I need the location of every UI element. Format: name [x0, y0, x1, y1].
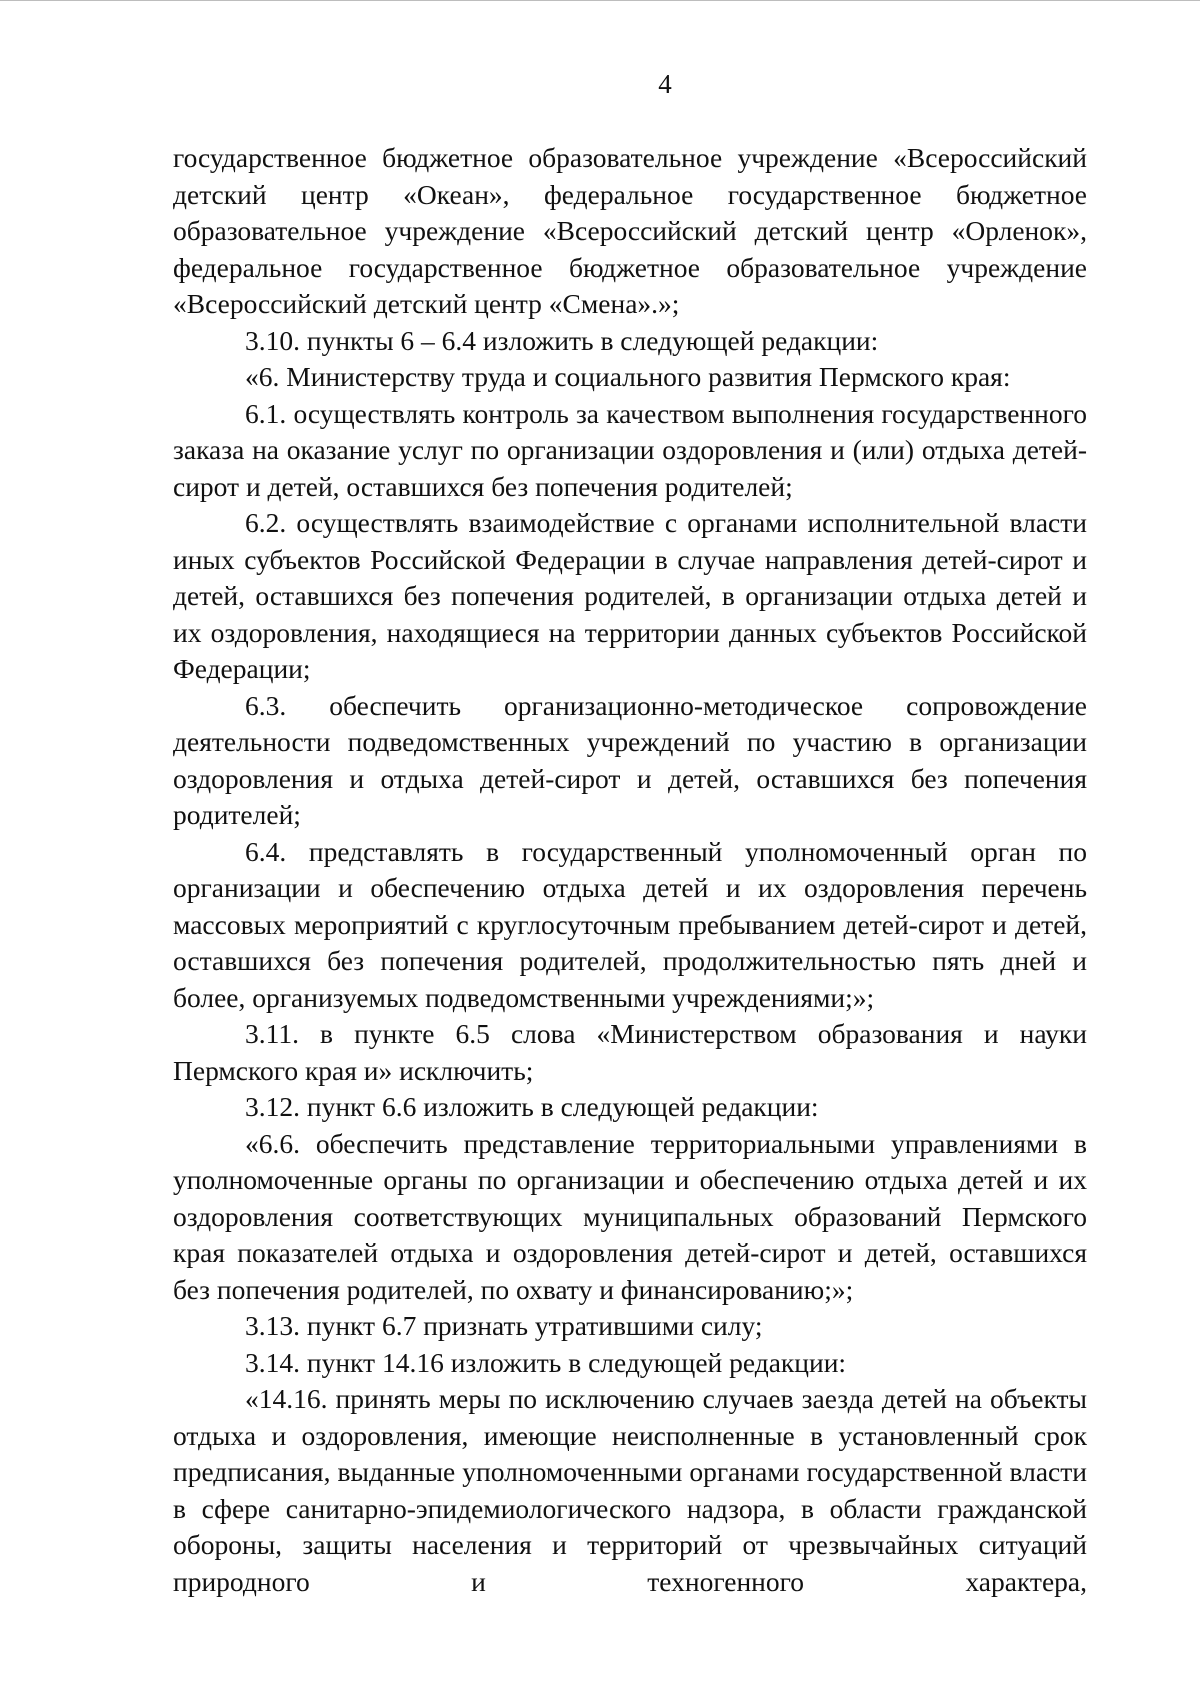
paragraph-item-6-1: 6.1. осуществлять контроль за качеством выполнения государственного заказа на оказание услуг по организации оздоровления и (или) отдыха детей-сирот и детей, оставшихся без попечения родителей;: [173, 397, 1087, 502]
paragraph-item-6: «6. Министерству труда и социального развития Пермского края:: [245, 361, 1011, 392]
paragraph-item-3-14: 3.14. пункт 14.16 изложить в следующей редакции:: [245, 1346, 847, 1378]
page-number: 4: [658, 69, 672, 99]
paragraph-continuation: государственное бюджетное образовательное учреждение «Всероссийский детский центр «Океан», федеральное государственное бюджетное образовательное учреждение «Всероссийский детский центр «Орленок», федеральное государственное бюджетное образовательное учреждение «Всероссийский детский центр «Смена».»;: [173, 142, 1087, 319]
paragraph-item-6-3: 6.3. обеспечить организационно-методическое сопровождение деятельности подведомственных учреждений по участию в организации оздоровления и отдыха детей-сирот и детей, оставшихся без попечения родителей;: [173, 689, 1087, 830]
paragraph-item-3-10: 3.10. пункты 6 – 6.4 изложить в следующей редакции:: [245, 324, 879, 356]
paragraph-item-14-16: «14.16. принять меры по исключению случаев заезда детей на объекты отдыха и оздоровления, имеющие неисполненные в установленный срок предписания, выданные уполномоченными органами государственной власти в сфере санитарно-эпидемиологического надзора, в области гражданской обороны, защиты населения и территорий от чрезвычайных ситуаций природного и техногенного характера,: [173, 1383, 1087, 1597]
paragraph-item-6-6: «6.6. обеспечить представление территориальными управлениями в уполномоченные органы по организации и обеспечению отдыха детей и их оздоровления соответствующих муниципальных образований Пермского края показателей отдыха и оздоровления детей-сирот и детей, оставшихся без попечения родителей, по охвату и финансированию;»;: [173, 1127, 1087, 1305]
paragraph-item-3-12: 3.12. пункт 6.6 изложить в следующей редакции:: [245, 1091, 819, 1122]
paragraph-item-3-13: 3.13. пункт 6.7 признать утратившими силу;: [245, 1310, 763, 1341]
document-body: [173, 140, 1087, 1600]
paragraph-item-6-4: 6.4. представлять в государственный уполномоченный орган по организации и обеспечению отдыха детей и их оздоровления перечень массовых мероприятий с круглосуточным пребыванием детей-сирот и детей, оставшихся без попечения родителей, продолжительностью пять дней и более, организуемых подведомственными учреждениями;»;: [173, 835, 1087, 1013]
paragraph-item-6-2: 6.2. осуществлять взаимодействие с органами исполнительной власти иных субъектов Российской Федерации в случае направления детей-сирот и детей, оставшихся без попечения родителей, в организации отдыха детей и их оздоровления, находящиеся на территории данных субъектов Российской Федерации;: [173, 507, 1087, 684]
scan-top-edge: [0, 0, 1200, 1]
paragraph-item-3-11: 3.11. в пункте 6.5 слова «Министерством образования и науки Пермского края и» исключить;: [173, 1018, 1087, 1086]
